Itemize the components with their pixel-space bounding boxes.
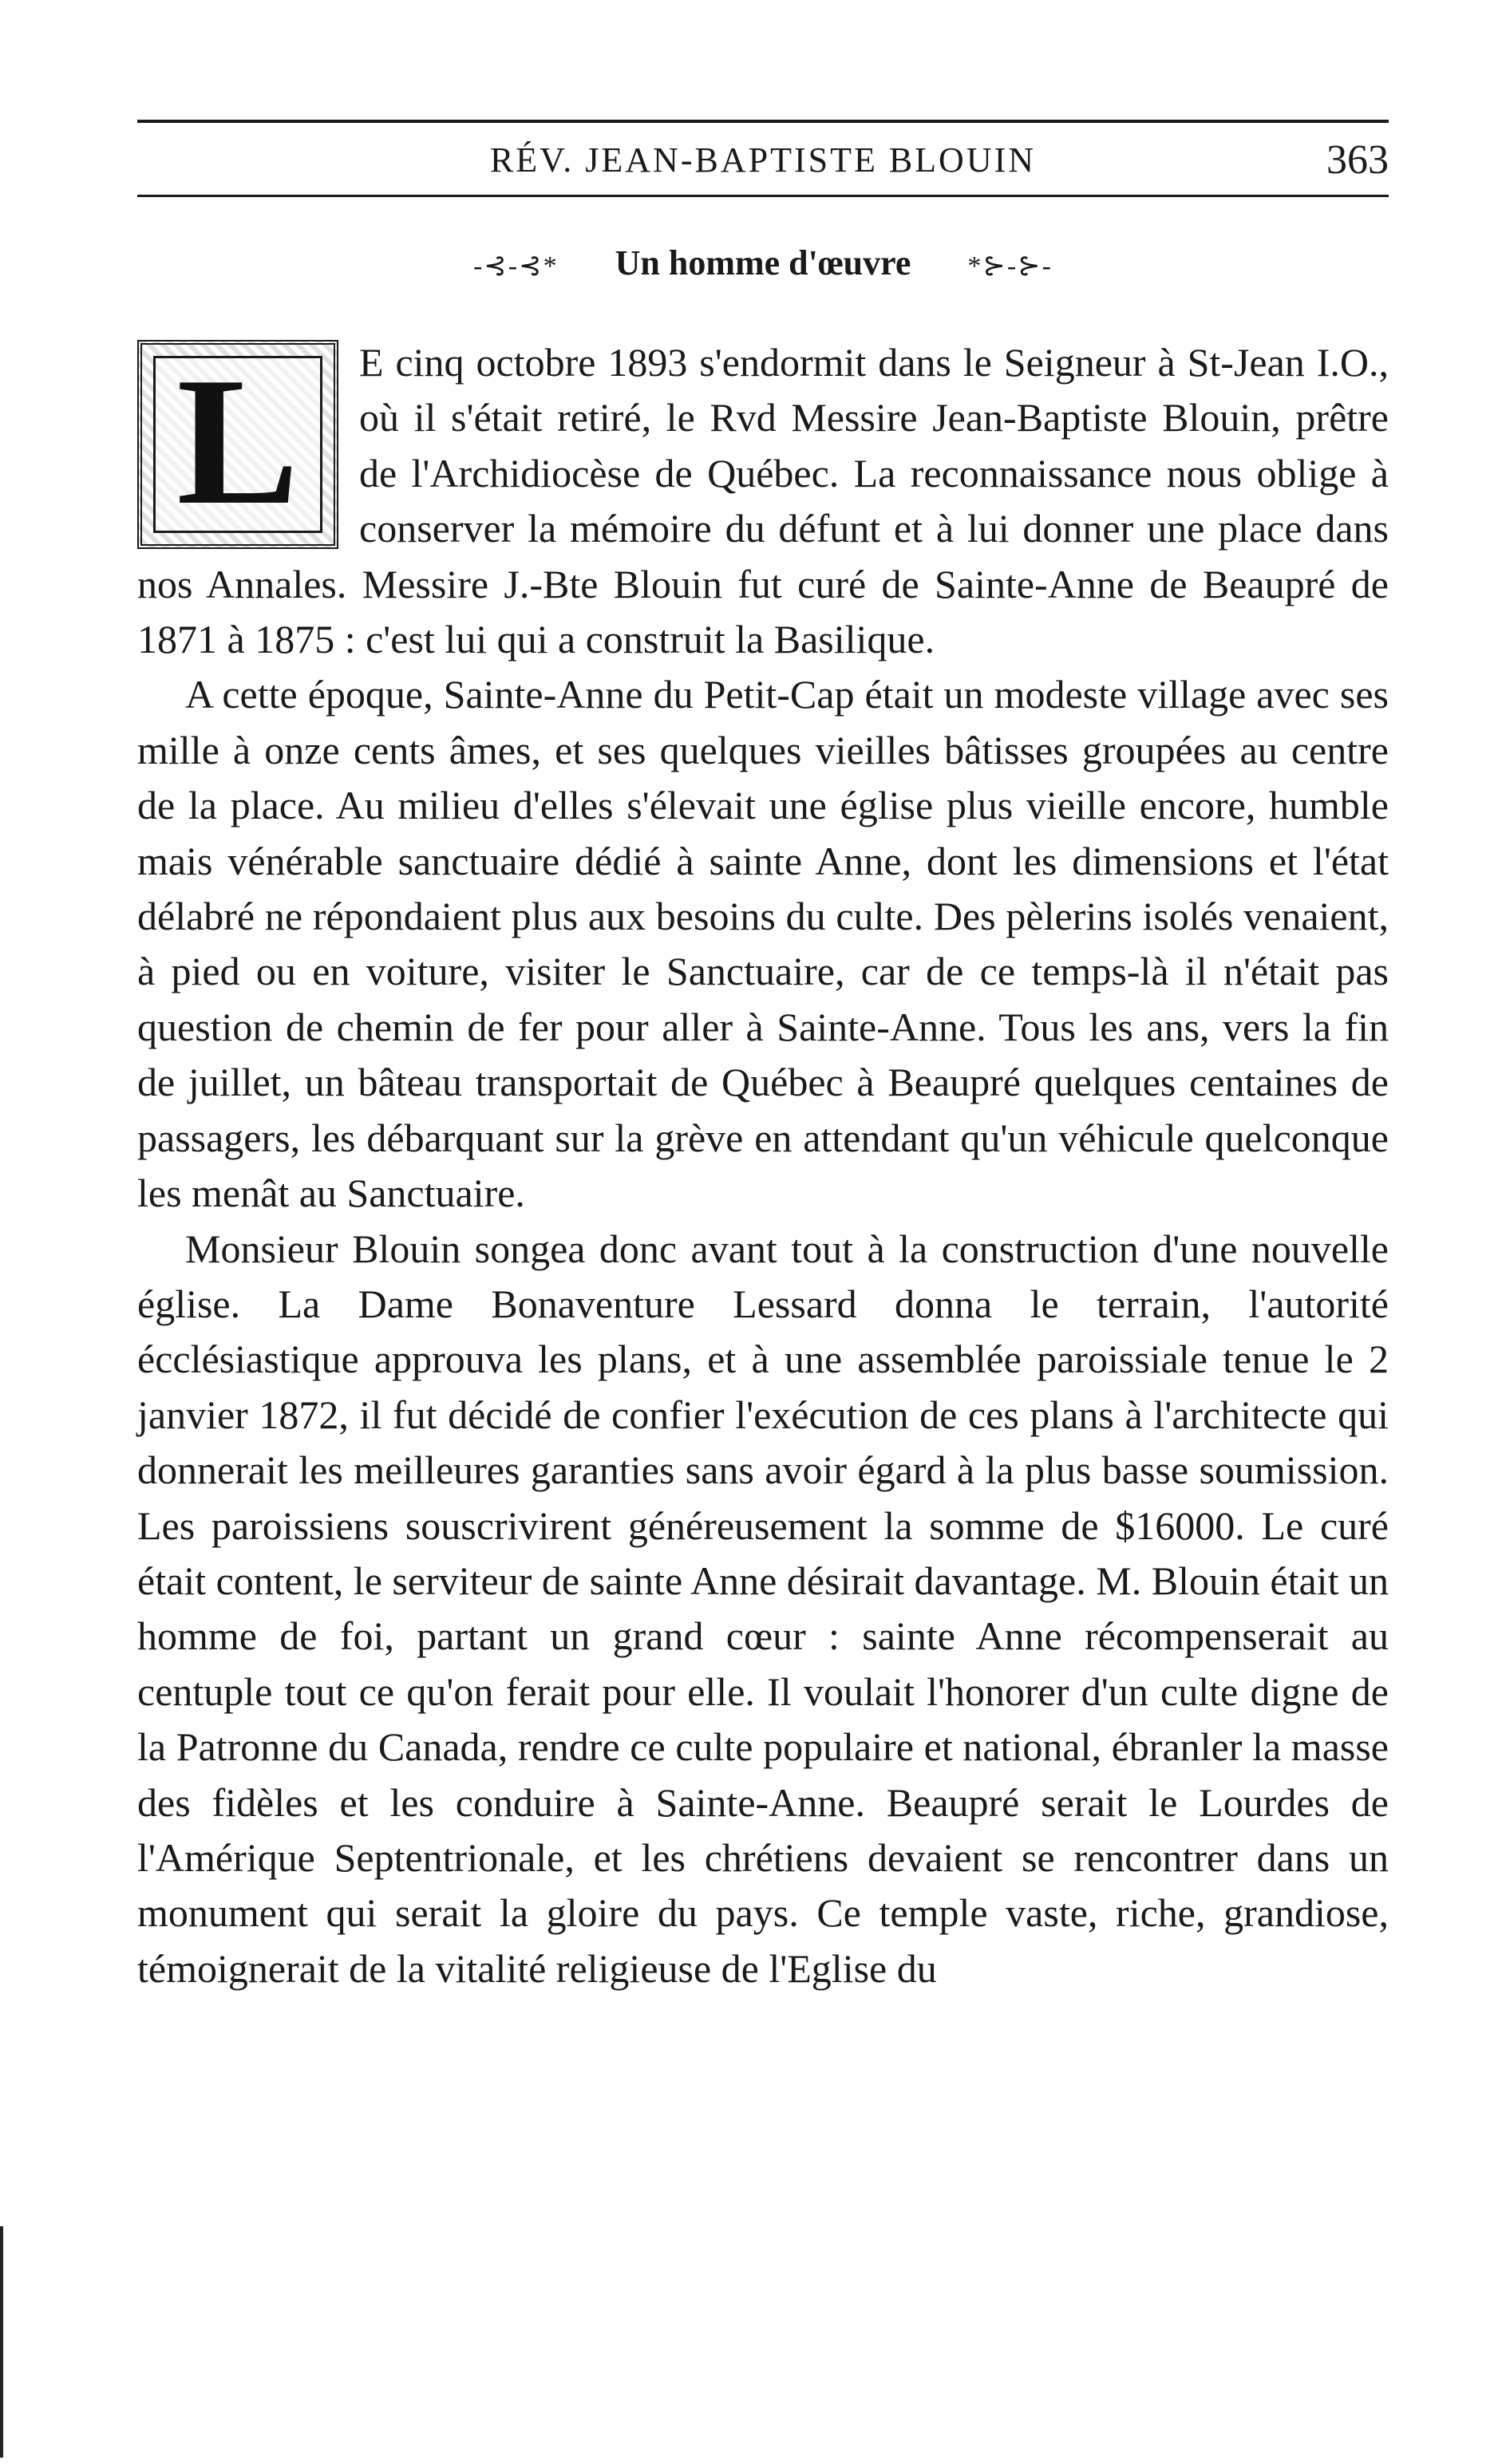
header-rule-bottom — [137, 195, 1389, 197]
paragraph-2: A cette époque, Sainte-Anne du Petit-Cap était un modeste village avec ses mille à onze cents âmes, et ses quelques vieilles bâtisses groupées au centre de la place. Au milieu d'elles s'élevait une église plus vieille encore, humble mais vénérable sanctuaire dédié à sainte Anne, dont les dimensions et l'état délabré ne répondaient plus aux besoins du culte. Des pèlerins isolés venaient, à pied ou en voiture, visiter le Sanctuaire, car de ce temps-là il n'était pas question de chemin de fer pour aller à Sainte-Anne. Tous les ans, vers la fin de juillet, un bâteau transportait de Québec à Beaupré quelques centaines de passagers, les débarquant sur la grève en attendant qu'un véhicule quelconque les menât au Sanctuaire. — [137, 672, 1389, 1216]
paragraph-3: Monsieur Blouin songea donc avant tout à la construction d'une nouvelle église. La Dame Bonaventure Lessard donna le terrain, l'autorité écclésiastique approuva les plans, et à une assemblée paroissiale tenue le 2 janvier 1872, il fut décidé de confier l'exécution de ces plans à l'architecte qui donnerait les meilleures garanties sans avoir égard à la plus basse soumission. Les paroissiens souscrivirent généreusement la somme de $16000. Le curé était content, le serviteur de sainte Anne désirait davantage. M. Blouin était un homme de foi, partant un grand cœur : sainte Anne récompenserait au centuple tout ce qu'on ferait pour elle. Il voulait l'honorer d'un culte digne de la Patronne du Canada, rendre ce culte populaire et national, ébranler la masse des fidèles et les conduire à Sainte-Anne. Beaupré serait le Lourdes de l'Amérique Septentrionale, et les chrétiens devaient se rencontrer dans un monument qui serait la gloire du pays. Ce temple vaste, riche, grandiose, témoignerait de la vitalité religieuse de l'Eglise du — [137, 1226, 1389, 1991]
running-head — [137, 132, 1389, 188]
dropcap-letter: L — [176, 339, 299, 543]
article-body — [137, 335, 1389, 1996]
header-rule-top — [137, 120, 1389, 123]
scan-margin-line — [0, 2226, 3, 2458]
paragraph-1: E cinq octobre 1893 s'endormit dans le Seigneur à St-Jean I.O., où il s'était retiré, le Rvd Messire Jean-Baptiste Blouin, prêtre de l'Archidiocèse de Québec. La reconnaissance nous oblige à conserver la mémoire du défunt et à lui donner une place dans nos Annales. Messire J.-Bte Blouin fut curé de Sainte-Anne de Beaupré de 1871 à 1875 : c'est lui qui a construit la Basilique. — [137, 340, 1389, 662]
section-heading — [137, 239, 1389, 290]
ornament-right-icon: *⊱-⊱- — [967, 251, 1053, 281]
dropcap-ornament — [137, 340, 338, 549]
section-title: Un homme d'œuvre — [615, 243, 911, 282]
page-number: 363 — [1326, 137, 1389, 183]
running-title: RÉV. JEAN-BAPTISTE BLOUIN — [489, 140, 1037, 180]
ornament-left-icon: -⊰-⊰* — [472, 251, 559, 281]
